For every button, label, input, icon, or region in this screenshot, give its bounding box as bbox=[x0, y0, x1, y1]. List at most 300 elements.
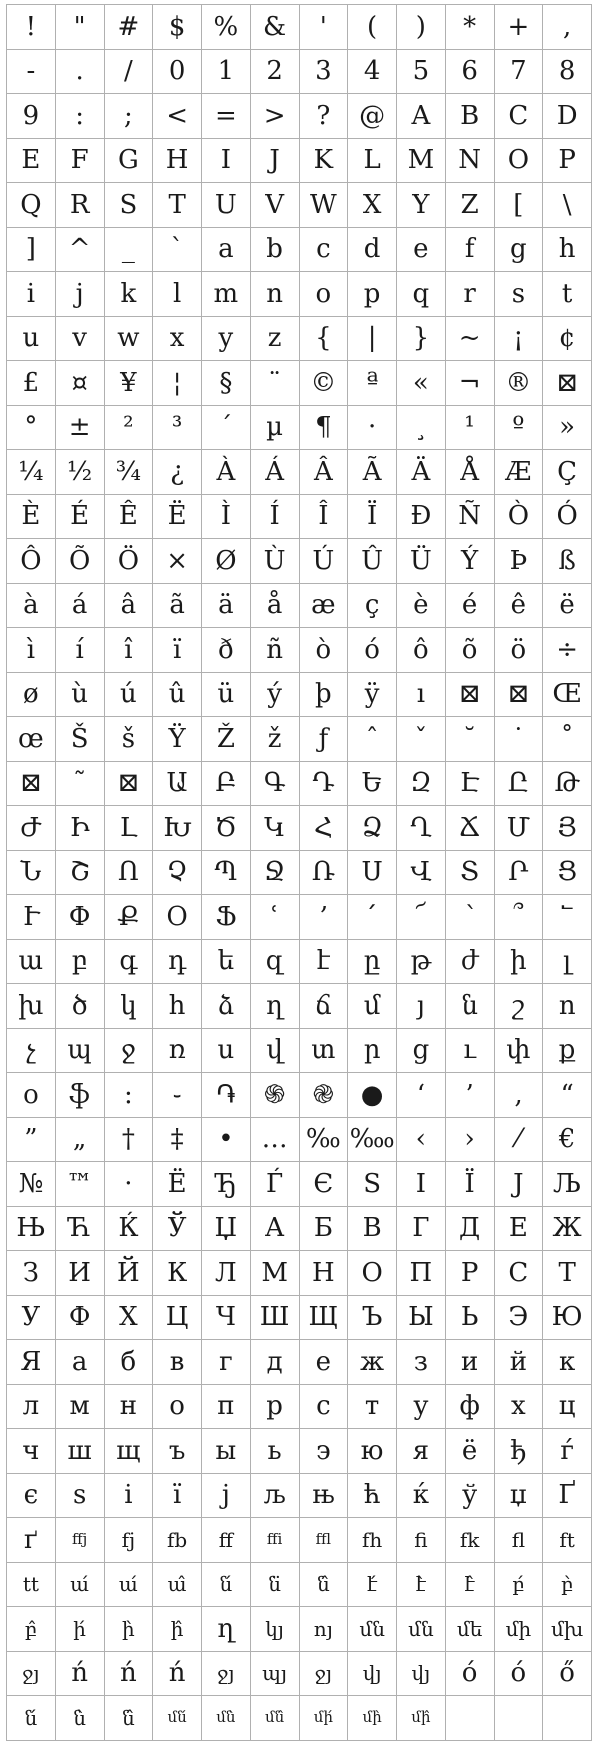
glyph-cell: e bbox=[397, 228, 446, 273]
glyph-cell: մ bbox=[348, 984, 397, 1029]
glyph-cell: Ք bbox=[105, 895, 154, 940]
glyph-cell: ñ bbox=[251, 628, 300, 673]
glyph-cell: Պ bbox=[202, 851, 251, 896]
glyph-cell: ⊠ bbox=[495, 673, 544, 718]
glyph-cell: ъ bbox=[153, 1429, 202, 1474]
glyph-cell: á bbox=[56, 584, 105, 629]
glyph-cell: fl bbox=[495, 1518, 544, 1563]
glyph-cell: Œ bbox=[543, 673, 592, 718]
glyph-cell: 1 bbox=[202, 50, 251, 95]
glyph-cell: о bbox=[153, 1385, 202, 1430]
glyph-cell: · bbox=[105, 1162, 154, 1207]
glyph-cell: մի̀ bbox=[348, 1696, 397, 1741]
glyph-cell: մի bbox=[495, 1607, 544, 1652]
glyph-cell: Ç bbox=[543, 450, 592, 495]
glyph-cell: է̀ bbox=[397, 1563, 446, 1608]
glyph-cell: Դ bbox=[300, 762, 349, 807]
glyph-cell: і bbox=[105, 1474, 154, 1519]
glyph-cell: բ bbox=[56, 940, 105, 985]
glyph-cell: ô bbox=[397, 628, 446, 673]
glyph-cell: ˘ bbox=[446, 717, 495, 762]
glyph-cell: š bbox=[105, 717, 154, 762]
glyph-cell: ü bbox=[202, 673, 251, 718]
glyph-cell: њ bbox=[300, 1474, 349, 1519]
glyph-cell: ք bbox=[543, 1029, 592, 1074]
glyph-cell bbox=[446, 1696, 495, 1741]
glyph-cell: ՝ bbox=[446, 895, 495, 940]
glyph-grid bbox=[6, 4, 592, 1741]
glyph-cell: с bbox=[300, 1385, 349, 1430]
glyph-cell: : bbox=[56, 94, 105, 139]
glyph-cell: զ bbox=[251, 940, 300, 985]
glyph-cell: & bbox=[251, 5, 300, 50]
glyph-cell: ´ bbox=[202, 406, 251, 451]
glyph-cell: Z bbox=[446, 183, 495, 228]
glyph-cell: R bbox=[56, 183, 105, 228]
glyph-cell: ա́ bbox=[56, 1563, 105, 1608]
glyph-cell: A bbox=[397, 94, 446, 139]
glyph-cell: N bbox=[446, 139, 495, 184]
glyph-cell: p bbox=[348, 272, 397, 317]
glyph-cell: Й bbox=[105, 1251, 154, 1296]
glyph-cell: е bbox=[300, 1340, 349, 1385]
glyph-cell: З bbox=[7, 1251, 56, 1296]
glyph-cell: ֏ bbox=[202, 1073, 251, 1118]
glyph-cell: 4 bbox=[348, 50, 397, 95]
glyph-cell: ß bbox=[543, 539, 592, 584]
glyph-cell: Շ bbox=[56, 851, 105, 896]
glyph-cell: ● bbox=[348, 1073, 397, 1118]
glyph-cell: Ä bbox=[397, 450, 446, 495]
glyph-cell: fb bbox=[153, 1518, 202, 1563]
glyph-cell: Գ bbox=[251, 762, 300, 807]
glyph-cell: ± bbox=[56, 406, 105, 451]
glyph-cell: ffi bbox=[251, 1518, 300, 1563]
glyph-cell: ä bbox=[202, 584, 251, 629]
glyph-cell: Օ bbox=[153, 895, 202, 940]
glyph-cell: 7 bbox=[495, 50, 544, 95]
glyph-cell: у bbox=[397, 1385, 446, 1430]
glyph-cell: Y bbox=[397, 183, 446, 228]
glyph-cell: ⊠ bbox=[7, 762, 56, 807]
glyph-cell: ј bbox=[202, 1474, 251, 1519]
glyph-cell: ⊠ bbox=[543, 361, 592, 406]
glyph-cell: Տ bbox=[446, 851, 495, 896]
glyph-cell: Ќ bbox=[105, 1207, 154, 1252]
glyph-cell: ё bbox=[446, 1429, 495, 1474]
glyph-cell: ՙ bbox=[251, 895, 300, 940]
glyph-cell: Я bbox=[7, 1340, 56, 1385]
glyph-cell: ’ bbox=[446, 1073, 495, 1118]
glyph-cell: ի̂ bbox=[153, 1607, 202, 1652]
glyph-cell: › bbox=[446, 1118, 495, 1163]
glyph-cell: r bbox=[446, 272, 495, 317]
glyph-cell: ¼ bbox=[7, 450, 56, 495]
glyph-cell: Ъ bbox=[348, 1296, 397, 1341]
glyph-cell: Ï bbox=[348, 495, 397, 540]
glyph-cell: Þ bbox=[495, 539, 544, 584]
glyph-cell: љ bbox=[251, 1474, 300, 1519]
glyph-cell: ı bbox=[397, 673, 446, 718]
glyph-cell: օ bbox=[7, 1073, 56, 1118]
glyph-cell: „ bbox=[56, 1118, 105, 1163]
glyph-cell: fi bbox=[397, 1518, 446, 1563]
glyph-cell: + bbox=[495, 5, 544, 50]
glyph-cell: é bbox=[446, 584, 495, 629]
glyph-cell: բ́ bbox=[495, 1563, 544, 1608]
glyph-cell: к bbox=[543, 1340, 592, 1385]
glyph-cell: ջյ bbox=[300, 1652, 349, 1697]
glyph-cell: ú bbox=[105, 673, 154, 718]
glyph-cell: Ջ bbox=[251, 851, 300, 896]
glyph-cell: v bbox=[56, 317, 105, 362]
glyph-cell: _ bbox=[105, 228, 154, 273]
glyph-cell: . bbox=[56, 50, 105, 95]
glyph-cell: э bbox=[300, 1429, 349, 1474]
glyph-cell: վյ bbox=[397, 1652, 446, 1697]
glyph-cell: É bbox=[56, 495, 105, 540]
glyph-cell: ч bbox=[7, 1429, 56, 1474]
glyph-cell: Մ bbox=[495, 806, 544, 851]
glyph-cell: Ú bbox=[300, 539, 349, 584]
glyph-cell: Ы bbox=[397, 1296, 446, 1341]
glyph-cell: ю bbox=[348, 1429, 397, 1474]
glyph-cell: ։ bbox=[105, 1073, 154, 1118]
glyph-cell: ո bbox=[543, 984, 592, 1029]
glyph-cell: l bbox=[153, 272, 202, 317]
glyph-cell: fj bbox=[105, 1518, 154, 1563]
glyph-cell: © bbox=[300, 361, 349, 406]
glyph-cell: tt bbox=[7, 1563, 56, 1608]
glyph-cell: Ժ bbox=[7, 806, 56, 851]
glyph-cell: Д bbox=[446, 1207, 495, 1252]
glyph-cell: ն̈ bbox=[251, 1563, 300, 1608]
glyph-cell: Փ bbox=[56, 895, 105, 940]
glyph-cell: … bbox=[251, 1118, 300, 1163]
glyph-cell: ն̂ bbox=[105, 1696, 154, 1741]
glyph-cell: Э bbox=[495, 1296, 544, 1341]
glyph-cell bbox=[543, 1696, 592, 1741]
glyph-cell: Б bbox=[300, 1207, 349, 1252]
glyph-cell: О bbox=[348, 1251, 397, 1296]
glyph-cell: Р bbox=[446, 1251, 495, 1296]
glyph-cell: Ь bbox=[446, 1296, 495, 1341]
glyph-cell: ^ bbox=[56, 228, 105, 273]
glyph-cell: q bbox=[397, 272, 446, 317]
glyph-cell: U bbox=[202, 183, 251, 228]
glyph-cell: Њ bbox=[7, 1207, 56, 1252]
glyph-cell: Š bbox=[56, 717, 105, 762]
glyph-cell: Ë bbox=[153, 495, 202, 540]
glyph-cell: т bbox=[348, 1385, 397, 1430]
glyph-cell: ( bbox=[348, 5, 397, 50]
glyph-cell: P bbox=[543, 139, 592, 184]
glyph-cell: Բ bbox=[202, 762, 251, 807]
glyph-cell: ˆ bbox=[348, 717, 397, 762]
glyph-cell: \ bbox=[543, 183, 592, 228]
glyph-cell: - bbox=[7, 50, 56, 95]
glyph-cell: V bbox=[251, 183, 300, 228]
glyph-cell: f bbox=[446, 228, 495, 273]
glyph-cell: Ð bbox=[397, 495, 446, 540]
glyph-cell: w bbox=[105, 317, 154, 362]
glyph-cell: E bbox=[7, 139, 56, 184]
glyph-cell: ; bbox=[105, 94, 154, 139]
glyph-cell: ~ bbox=[446, 317, 495, 362]
glyph-cell: D bbox=[543, 94, 592, 139]
glyph-cell: ½ bbox=[56, 450, 105, 495]
glyph-cell: П bbox=[397, 1251, 446, 1296]
glyph-cell: Թ bbox=[543, 762, 592, 807]
glyph-cell: Ґ bbox=[543, 1474, 592, 1519]
glyph-cell: ђ bbox=[495, 1429, 544, 1474]
glyph-cell: կ bbox=[105, 984, 154, 1029]
glyph-cell: մն̀ bbox=[202, 1696, 251, 1741]
glyph-cell: Ù bbox=[251, 539, 300, 584]
glyph-cell: м bbox=[56, 1385, 105, 1430]
glyph-cell: ն́ bbox=[7, 1696, 56, 1741]
glyph-cell: fh bbox=[348, 1518, 397, 1563]
glyph-cell: ö bbox=[495, 628, 544, 673]
glyph-cell: ª bbox=[348, 361, 397, 406]
glyph-cell: [ bbox=[495, 183, 544, 228]
glyph-cell: ի bbox=[495, 940, 544, 985]
glyph-cell: £ bbox=[7, 361, 56, 406]
glyph-cell: C bbox=[495, 94, 544, 139]
glyph-cell: È bbox=[7, 495, 56, 540]
glyph-cell: Ў bbox=[153, 1207, 202, 1252]
glyph-cell: Չ bbox=[153, 851, 202, 896]
glyph-cell: Ó bbox=[543, 495, 592, 540]
glyph-cell: ՛ bbox=[348, 895, 397, 940]
glyph-cell: գ bbox=[105, 940, 154, 985]
glyph-cell: լ bbox=[543, 940, 592, 985]
glyph-cell: Վ bbox=[397, 851, 446, 896]
glyph-cell: х bbox=[495, 1385, 544, 1430]
glyph-cell: ê bbox=[495, 584, 544, 629]
glyph-cell: Ї bbox=[446, 1162, 495, 1207]
glyph-cell: è bbox=[397, 584, 446, 629]
glyph-cell: п bbox=[202, 1385, 251, 1430]
glyph-cell: ³ bbox=[153, 406, 202, 451]
glyph-cell: ձ bbox=[202, 984, 251, 1029]
glyph-cell: Љ bbox=[543, 1162, 592, 1207]
glyph-cell: Û bbox=[348, 539, 397, 584]
glyph-cell: Ñ bbox=[446, 495, 495, 540]
glyph-cell: պ bbox=[56, 1029, 105, 1074]
glyph-cell: մն́ bbox=[153, 1696, 202, 1741]
glyph-cell: u bbox=[7, 317, 56, 362]
glyph-cell: Х bbox=[105, 1296, 154, 1341]
glyph-cell: ] bbox=[7, 228, 56, 273]
glyph-cell: ¢ bbox=[543, 317, 592, 362]
glyph-cell: ќ bbox=[397, 1474, 446, 1519]
glyph-cell: ի́ bbox=[56, 1607, 105, 1652]
glyph-cell: » bbox=[543, 406, 592, 451]
glyph-cell: ń bbox=[56, 1652, 105, 1697]
glyph-cell: i bbox=[7, 272, 56, 317]
glyph-cell: խ bbox=[7, 984, 56, 1029]
glyph-cell: m bbox=[202, 272, 251, 317]
glyph-cell: z bbox=[251, 317, 300, 362]
glyph-cell: ® bbox=[495, 361, 544, 406]
glyph-cell: å bbox=[251, 584, 300, 629]
glyph-cell: g bbox=[495, 228, 544, 273]
glyph-cell: ‰ bbox=[300, 1118, 349, 1163]
glyph-cell: # bbox=[105, 5, 154, 50]
glyph-cell: ն́ bbox=[202, 1563, 251, 1608]
glyph-cell: ¥ bbox=[105, 361, 154, 406]
glyph-cell: @ bbox=[348, 94, 397, 139]
glyph-cell: Ý bbox=[446, 539, 495, 584]
glyph-cell: ˙ bbox=[495, 717, 544, 762]
glyph-cell: И bbox=[56, 1251, 105, 1296]
glyph-cell: դ bbox=[153, 940, 202, 985]
glyph-cell: ¶ bbox=[300, 406, 349, 451]
glyph-cell: Ђ bbox=[202, 1162, 251, 1207]
glyph-cell: d bbox=[348, 228, 397, 273]
glyph-cell: 9 bbox=[7, 94, 56, 139]
glyph-cell: Յ bbox=[543, 806, 592, 851]
glyph-cell: œ bbox=[7, 717, 56, 762]
glyph-cell: ջ bbox=[105, 1029, 154, 1074]
glyph-cell: փ bbox=[495, 1029, 544, 1074]
glyph-cell: ‘ bbox=[397, 1073, 446, 1118]
glyph-cell: Ծ bbox=[202, 806, 251, 851]
glyph-cell: н bbox=[105, 1385, 154, 1430]
glyph-cell: ֍ bbox=[251, 1073, 300, 1118]
glyph-cell: ' bbox=[300, 5, 349, 50]
glyph-cell: ! bbox=[7, 5, 56, 50]
glyph-cell: ‹ bbox=[397, 1118, 446, 1163]
glyph-cell: | bbox=[348, 317, 397, 362]
glyph-cell: ղ bbox=[202, 1607, 251, 1652]
glyph-cell: и bbox=[446, 1340, 495, 1385]
glyph-cell: Ê bbox=[105, 495, 154, 540]
glyph-cell: ` bbox=[153, 228, 202, 273]
glyph-cell: ц bbox=[543, 1385, 592, 1430]
glyph-cell: բ̀ bbox=[543, 1563, 592, 1608]
glyph-cell: Ô bbox=[7, 539, 56, 584]
glyph-cell: Т bbox=[543, 1251, 592, 1296]
glyph-cell: ² bbox=[105, 406, 154, 451]
glyph-cell: ў bbox=[446, 1474, 495, 1519]
glyph-cell: տ bbox=[300, 1029, 349, 1074]
glyph-cell: Н bbox=[300, 1251, 349, 1296]
glyph-cell: Ò bbox=[495, 495, 544, 540]
glyph-cell: А bbox=[251, 1207, 300, 1252]
glyph-cell: < bbox=[153, 94, 202, 139]
glyph-cell: ò bbox=[300, 628, 349, 673]
glyph-cell: c bbox=[300, 228, 349, 273]
glyph-cell: Ղ bbox=[397, 806, 446, 851]
glyph-cell: ռ bbox=[153, 1029, 202, 1074]
glyph-cell: ա́ bbox=[105, 1563, 154, 1608]
glyph-cell: ց bbox=[397, 1029, 446, 1074]
glyph-cell: № bbox=[7, 1162, 56, 1207]
glyph-cell: я bbox=[397, 1429, 446, 1474]
glyph-cell: Í bbox=[251, 495, 300, 540]
glyph-cell: з bbox=[397, 1340, 446, 1385]
glyph-cell: Õ bbox=[56, 539, 105, 584]
glyph-cell: õ bbox=[446, 628, 495, 673]
glyph-cell: Ц bbox=[153, 1296, 202, 1341]
glyph-cell: В bbox=[348, 1207, 397, 1252]
glyph-cell: ° bbox=[7, 406, 56, 451]
glyph-cell: ն̀ bbox=[56, 1696, 105, 1741]
glyph-cell: Ÿ bbox=[153, 717, 202, 762]
glyph-cell: Ё bbox=[153, 1162, 202, 1207]
glyph-cell: W bbox=[300, 183, 349, 228]
glyph-cell: % bbox=[202, 5, 251, 50]
glyph-cell: մն̂ bbox=[251, 1696, 300, 1741]
glyph-cell: ff bbox=[202, 1518, 251, 1563]
glyph-cell: ¦ bbox=[153, 361, 202, 406]
glyph-cell: ó bbox=[446, 1652, 495, 1697]
glyph-cell: Á bbox=[251, 450, 300, 495]
glyph-cell: ժ bbox=[446, 940, 495, 985]
glyph-cell: Å bbox=[446, 450, 495, 495]
glyph-cell: Е bbox=[495, 1207, 544, 1252]
glyph-cell: • bbox=[202, 1118, 251, 1163]
glyph-cell: s bbox=[495, 272, 544, 317]
glyph-cell: ճ bbox=[300, 984, 349, 1029]
glyph-cell: Ի bbox=[56, 806, 105, 851]
glyph-cell: ջյ bbox=[202, 1652, 251, 1697]
glyph-cell: í bbox=[56, 628, 105, 673]
glyph-cell: մի́ bbox=[300, 1696, 349, 1741]
glyph-cell: Ћ bbox=[56, 1207, 105, 1252]
glyph-cell: ь bbox=[251, 1429, 300, 1474]
glyph-cell: в bbox=[153, 1340, 202, 1385]
glyph-cell: Ն bbox=[7, 851, 56, 896]
glyph-cell: ø bbox=[7, 673, 56, 718]
glyph-cell: ń bbox=[153, 1652, 202, 1697]
glyph-cell: щ bbox=[105, 1429, 154, 1474]
glyph-cell: Ü bbox=[397, 539, 446, 584]
glyph-cell: € bbox=[543, 1118, 592, 1163]
glyph-cell: Ø bbox=[202, 539, 251, 584]
glyph-cell: р bbox=[251, 1385, 300, 1430]
glyph-cell: ˜ bbox=[56, 762, 105, 807]
glyph-cell: ѓ bbox=[543, 1429, 592, 1474]
glyph-cell: ն̂ bbox=[300, 1563, 349, 1608]
glyph-cell: ó bbox=[495, 1652, 544, 1697]
glyph-cell: x bbox=[153, 317, 202, 362]
glyph-cell: · bbox=[348, 406, 397, 451]
glyph-cell: Ã bbox=[348, 450, 397, 495]
glyph-cell: Ս bbox=[348, 851, 397, 896]
glyph-cell: Q bbox=[7, 183, 56, 228]
glyph-cell: K bbox=[300, 139, 349, 184]
glyph-cell: ֆ bbox=[56, 1073, 105, 1118]
glyph-cell: է́ bbox=[348, 1563, 397, 1608]
glyph-cell: Խ bbox=[153, 806, 202, 851]
glyph-cell: X bbox=[348, 183, 397, 228]
glyph-cell: × bbox=[153, 539, 202, 584]
glyph-cell: վ bbox=[251, 1029, 300, 1074]
glyph-cell: â bbox=[105, 584, 154, 629]
glyph-cell: þ bbox=[300, 673, 349, 718]
glyph-cell: ¾ bbox=[105, 450, 154, 495]
glyph-cell: t bbox=[543, 272, 592, 317]
glyph-cell: µ bbox=[251, 406, 300, 451]
glyph-cell: չ bbox=[7, 1029, 56, 1074]
glyph-cell: ™ bbox=[56, 1162, 105, 1207]
glyph-cell: Ռ bbox=[300, 851, 349, 896]
glyph-cell: է bbox=[300, 940, 349, 985]
glyph-cell: 8 bbox=[543, 50, 592, 95]
